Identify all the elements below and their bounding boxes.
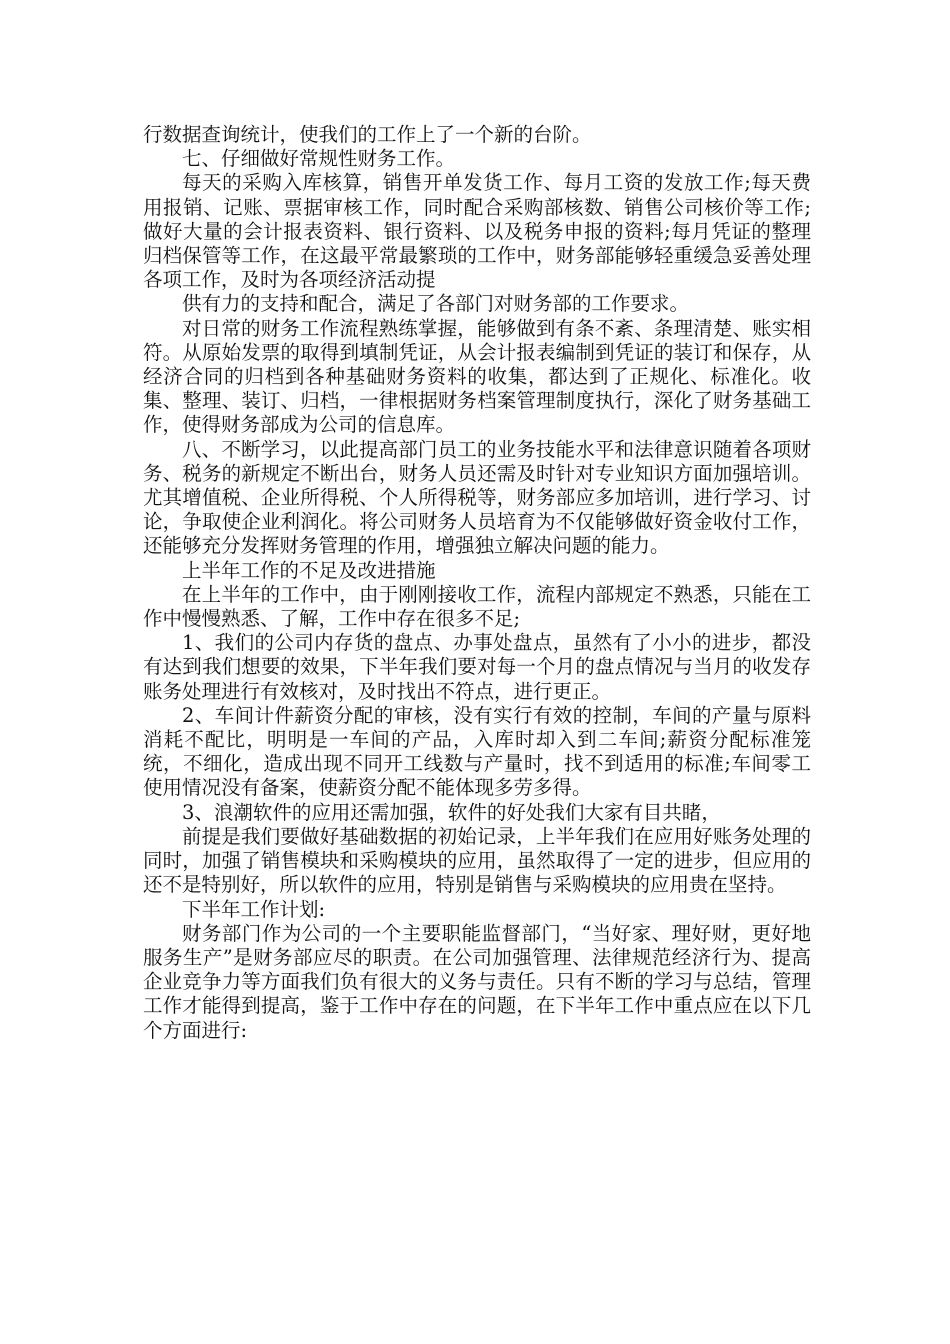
paragraph-4: 供有力的支持和配合，满足了各部门对财务部的工作要求。 [182,292,690,316]
list-item-3: 3、浪潮软件的应用还需加强，软件的好处我们大家有目共睹， [182,800,721,824]
list-item-2: 2、车间计件薪资分配的审核，没有实行有效的控制，车间的产量与原料消耗不配比，明明是一车间的产品，入库时却入到二车间;薪资分配标准笼统，不细化，造成出现不同开工线数与产量时，找不到适用的标准;车间零工使用情况没有备案，使薪资分配不能体现多劳多得。 [143,703,811,800]
section-heading-8: 八、不断学习，以此提高部门员工的业务技能水平和法律意识随着各项财务、税务的新规定不断出台，财务人员还需及时针对专业知识方面加强培训。尤其增值税、企业所得税、个人所得税等，财务部应多加培训，进行学习、讨论，争取使企业利润化。将公司财务人员培育为不仅能够做好资金收付工作，还能够充分发挥财务管理的作用，增强独立解决问题的能力。 [143,437,811,558]
list-item-1: 1、我们的公司内存货的盘点、办事处盘点，虽然有了小小的进步，都没有达到我们想要的效果，下半年我们要对每一个月的盘点情况与当月的收发存账务处理进行有效核对，及时找出不符点，进行更正。 [143,631,811,703]
paragraph-3: 每天的采购入库核算，销售开单发货工作、每月工资的发放工作;每天费用报销、记账、票据审核工作，同时配合采购部核数、销售公司核价等工作;做好大量的会计报表资料、银行资料、以及税务申报的资料;每月凭证的整理归档保管等工作，在这最平常最繁琐的工作中，财务部能够轻重缓急妥善处理各项工作，及时为各项经济活动提 [143,171,811,292]
paragraph-1: 行数据查询统计，使我们的工作上了一个新的台阶。 [143,123,592,146]
section-heading-shortcomings: 上半年工作的不足及改进措施 [182,558,436,582]
paragraph-5: 对日常的财务工作流程熟练掌握，能够做到有条不紊、条理清楚、账实相符。从原始发票的取得到填制凭证，从会计报表编制到凭证的装订和保存，从经济合同的归档到各种基础财务资料的收集，都达到了正规化、标准化。收集、整理、装订、归档，一律根据财务档案管理制度执行，深化了财务基础工作，使得财务部成为公司的信息库。 [143,316,811,437]
paragraph-14: 财务部门作为公司的一个主要职能监督部门，“当好家、理好财，更好地服务生产”是财务部应尽的职责。在公司加强管理、法律规范经济行为、提高企业竞争力等方面我们负有很大的义务与责任。只有不断的学习与总结，管理工作才能得到提高，鉴于工作中存在的问题，在下半年工作中重点应在以下几个方面进行: [143,921,811,1042]
paragraph-8: 在上半年的工作中，由于刚刚接收工作，流程内部规定不熟悉，只能在工作中慢慢熟悉、了解，工作中存在很多不足; [143,582,811,631]
section-heading-plan: 下半年工作计划: [182,897,326,921]
document-body [143,123,811,1043]
paragraph-12: 前提是我们要做好基础数据的初始记录，上半年我们在应用好账务处理的同时，加强了销售模块和采购模块的应用，虽然取得了一定的进步，但应用的还不是特别好，所以软件的应用，特别是销售与采购模块的应用贵在坚持。 [143,824,811,897]
section-heading-7: 七、仔细做好常规性财务工作。 [182,147,456,171]
